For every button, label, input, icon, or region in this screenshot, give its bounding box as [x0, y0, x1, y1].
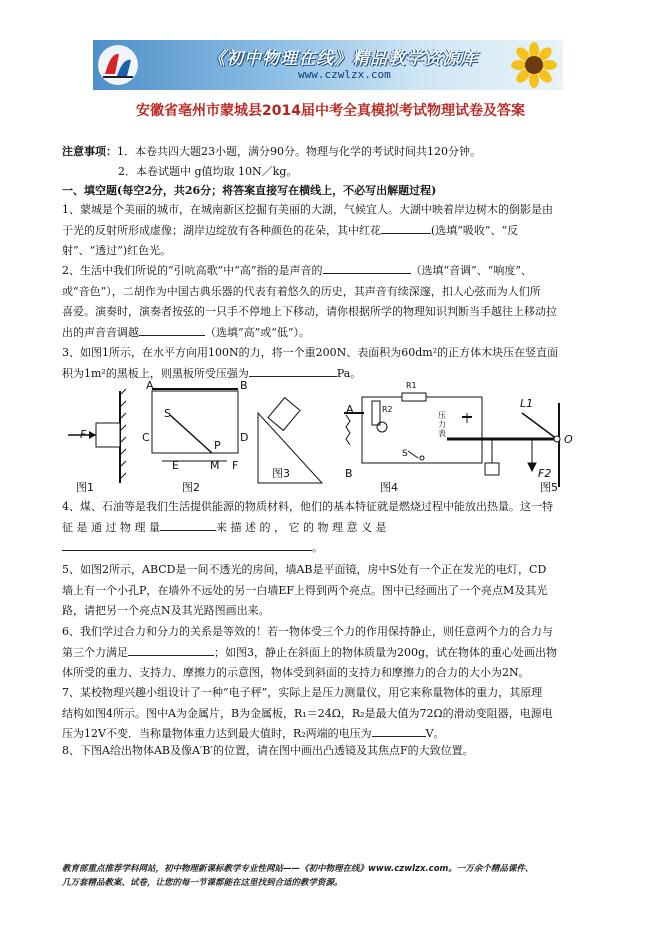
q1-line-a: 1、蒙城是个美丽的城市，在城南新区挖掘有美丽的大湖，气候宜人。大湖中映着岸边树木的倒影是由 — [62, 203, 553, 216]
fig2-label-p: P — [214, 439, 221, 452]
notice-line2: 2．本卷试题中 g值均取 10N／kg。 — [118, 165, 298, 178]
fig4-label-r2: R2 — [382, 405, 393, 414]
sunflower-icon — [511, 42, 557, 88]
q2-line-e — [62, 323, 594, 344]
fig2-label-a: A — [146, 379, 154, 392]
document-title: 安徽省亳州市蒙城县2014届中考全真模拟考试物理试卷及答案 — [136, 103, 525, 119]
question-5 — [62, 560, 594, 622]
fig5-label-f2: F2 — [538, 467, 552, 480]
q6-line-a: 6、我们学过合力和分力的关系是等效的！若一物体受三个力的作用保持静止，则任意两个力的合力与 — [62, 625, 553, 638]
fig4-label-b: B — [345, 467, 353, 480]
fig5-label-o: O — [564, 433, 573, 446]
figure-4-drawing — [344, 393, 482, 463]
page-footer — [62, 862, 602, 890]
section-heading: 一、填空题(每空2分，共26分；将答案直接写在横线上，不必写出解题过程) — [62, 184, 437, 197]
q5-line-c: 路，请把另一个亮点N及其光路图画出来。 — [62, 604, 270, 617]
fig3-caption: 图3 — [272, 467, 290, 480]
q7-text-d: V。 — [425, 727, 445, 740]
fig4-label-r1: R1 — [406, 381, 417, 390]
fig4-label-a: A — [346, 403, 354, 416]
q5-line-b: 墙上有一个小孔P，在墙外不远处的另一白墙EF上得到两个亮点。图中已经画出了一个亮点M及其光 — [62, 583, 548, 597]
q8-line-a: 8、下图A给出物体AB及像A′B′的位置，请在图中画出凸透镜及其焦点F的大致位置。 — [62, 744, 474, 757]
q3-text-c: Pa。 — [336, 366, 362, 380]
question-8 — [62, 741, 594, 762]
q6-line-d: 体所受的重力、支持力、摩擦力的示意图，物体受到斜面的支持力和摩擦力的合力的大小为2N。 — [62, 666, 530, 679]
q6-answer-blank[interactable] — [128, 644, 214, 656]
q2-answer-blank-2[interactable] — [139, 324, 205, 336]
fig4-caption: 图4 — [380, 481, 398, 494]
question-4 — [62, 497, 594, 559]
q4-text-d: 。 — [312, 541, 323, 554]
fig5-label-l1: L1 — [520, 397, 534, 410]
banner-url[interactable]: www.czwlzx.com — [298, 68, 391, 81]
fig2-label-c: C — [142, 431, 150, 444]
q4-text-c: 来 描 述 的 ， 它 的 物 理 意 义 是 — [215, 520, 387, 534]
q4-text-b: 征 是 通 过 物 理 量 — [62, 520, 160, 534]
fig2-caption: 图2 — [182, 481, 200, 494]
q7-line-a: 7、某校物理兴趣小组设计了一种“电子秤”，实际上是压力测量仪，用它来称量物体的重力，其原理 — [62, 686, 543, 699]
q2-text-f: （选填“高”或“低”）。 — [205, 325, 310, 339]
site-logo-icon — [97, 44, 139, 86]
footer-line2: 几万套精品教案、试卷，让您的每一节课都能在这里找到合适的教学资源。 — [62, 878, 343, 888]
q3-answer-blank[interactable] — [249, 365, 337, 377]
q5-line-a: 5、如图2所示，ABCD是一间不透光的房间，墙AB是平面镜，房中S处有一个正在发光的电灯，CD — [62, 563, 547, 576]
question-7 — [62, 683, 594, 745]
question-3 — [62, 343, 594, 384]
fig5-caption: 图5 — [540, 481, 558, 494]
fig2-label-m: M — [210, 459, 220, 472]
q3-line-a: 3、如图1所示，在水平方向用100N的力，将一个重200N、表面积为60dm²的正方体木块压在竖直面 — [62, 346, 559, 359]
q2-line-c: 或“音色”），二胡作为中国古典乐器的代表有着悠久的历史，其声音有续深邃，扣人心弦而为人们所 — [62, 284, 541, 298]
q7-text-c: 压为12V不变．当称量物体重力达到最大值时，R₂两端的电压为 — [62, 727, 372, 740]
question-6 — [62, 622, 594, 684]
fig2-label-e: E — [172, 459, 179, 472]
q6-line-b — [62, 643, 594, 664]
q6-text-b: 第三个力满足 — [62, 645, 128, 659]
notice-text-1: 1．本卷共四大题23小题，满分90分。物理与化学的考试时间共120分钟。 — [117, 145, 481, 158]
q4-line-a: 4、煤、石油等是我们生活提供能源的物质材料，他们的基本特征就是燃烧过程中能放出热量。这一特 — [62, 500, 553, 513]
q2-answer-blank-1[interactable] — [323, 262, 411, 274]
fig4-label-s: S — [402, 449, 408, 459]
q4-line-d — [62, 538, 594, 559]
fig2-label-f: F — [232, 459, 239, 472]
q2-line-d: 喜爱。演奏时，演奏者按弦的一只手不停地上下移动，请你根据所学的物理知识判断当手越往上移动拉 — [62, 305, 557, 318]
q3-text-b: 积为1m²的黑板上，则黑板所受压强为 — [62, 366, 249, 380]
q4-line-b — [62, 518, 594, 539]
fig1-force-label: F — [80, 428, 87, 441]
fig1-caption: 图1 — [76, 481, 94, 494]
q2-text-b: （选填“音调”、“响度”、 — [410, 264, 532, 277]
fig2-label-s: S — [164, 407, 171, 420]
q2-line-a — [62, 261, 594, 282]
q1-line-d: 射”、“透过”)红色光。 — [62, 244, 172, 257]
notice-line1 — [62, 142, 594, 163]
figure-1-drawing — [68, 389, 126, 483]
q2-text-a: 2、生活中我们所说的“引吭高歌”中“高”指的是声音的 — [62, 264, 323, 277]
q6-text-c: ；如图3，静止在斜面上的物体质量为200g，试在物体的重心处画出物 — [214, 645, 558, 659]
q1-text-b: 于光的反射所形成虚像；湖岸边绽放有各种颜色的花朵，其中红花 — [62, 223, 381, 237]
figures-row — [62, 379, 594, 495]
figure-2-drawing — [152, 389, 238, 461]
q1-answer-blank[interactable] — [381, 222, 431, 234]
header-banner — [93, 40, 563, 90]
banner-title: 《初中物理在线》精品教学资源库 — [208, 49, 478, 69]
q2-text-e: 出的声音音调越 — [62, 325, 139, 339]
q1-line-b — [62, 221, 594, 242]
notice-label: 注意事项： — [62, 145, 117, 158]
q3-line-b — [62, 364, 594, 385]
fig2-label-d: D — [240, 431, 249, 444]
fig2-label-b: B — [240, 379, 248, 392]
footer-line1: 教育部重点推荐学科网站，初中物理新课标教学专业性网站——《初中物理在线》www.czwlzx.com。一万余个精品课件、 — [62, 864, 534, 874]
question-1 — [62, 200, 594, 262]
q1-text-c: (选填“吸收”、“反 — [431, 223, 519, 237]
q4-answer-blank-2[interactable] — [62, 539, 312, 551]
fig4-label-yali: 压力表 — [438, 411, 446, 438]
q7-line-b: 结构如图4所示。图中A为金属片，B为金属板，R₁＝24Ω，R₂是最大值为72Ω的滑动变阻器，电源电 — [62, 706, 553, 720]
figure-3-drawing — [258, 398, 322, 483]
q4-answer-blank-1[interactable] — [160, 519, 216, 531]
question-2 — [62, 261, 594, 343]
q7-answer-blank[interactable] — [372, 725, 426, 737]
